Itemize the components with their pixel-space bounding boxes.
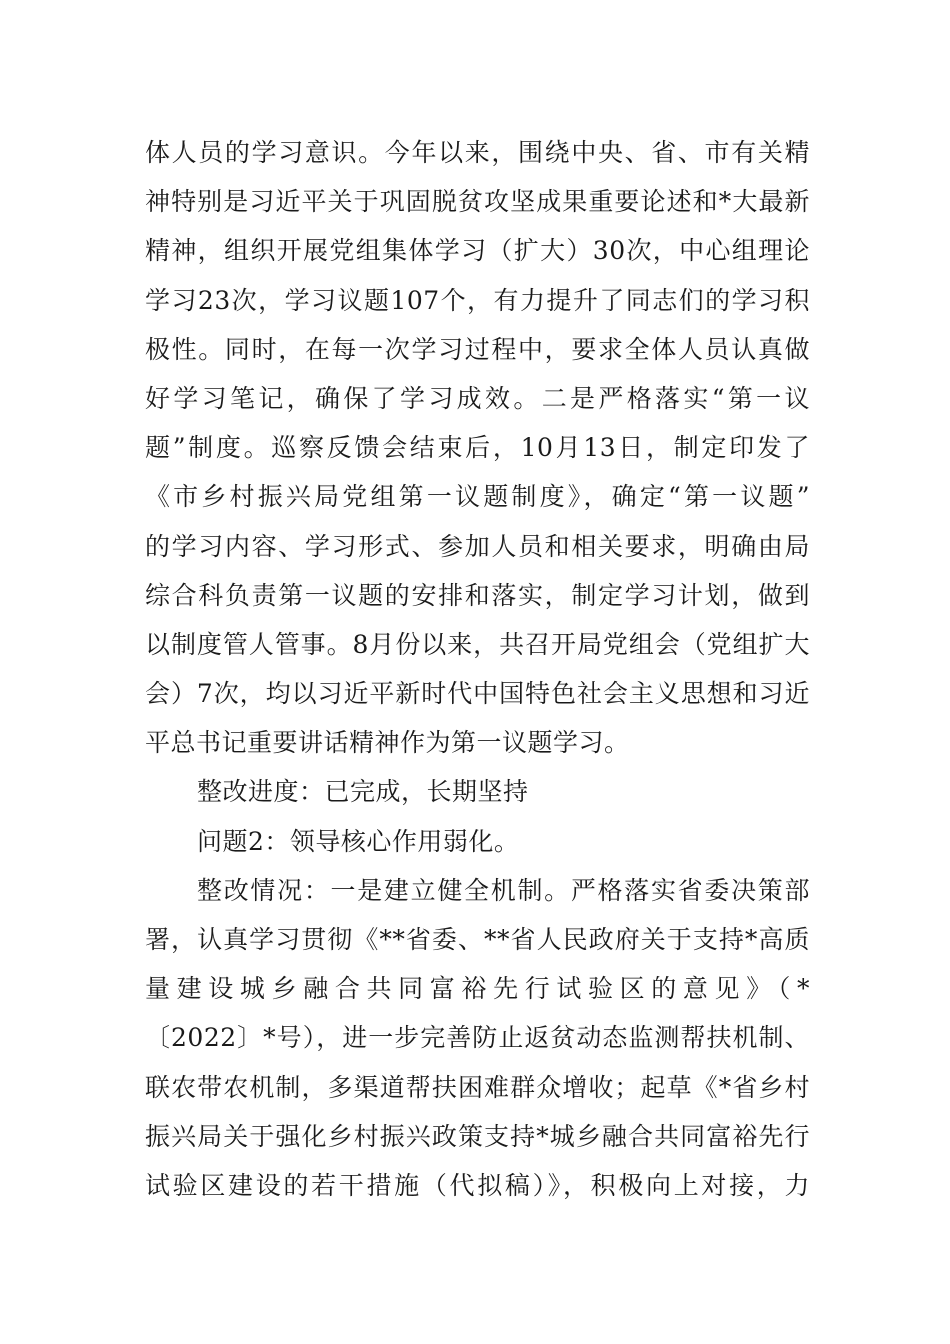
text-line: 平总书记重要讲话精神作为第一议题学习。 bbox=[145, 728, 630, 758]
text-line: 〔2022〕*号），进一步完善防止返贫动态监测帮扶机制、 bbox=[145, 1023, 810, 1053]
progress-line: 整改进度：已完成，长期坚持 bbox=[197, 777, 529, 807]
text-line: 会）7次，均以习近平新时代中国特色社会主义思想和习近 bbox=[145, 679, 810, 709]
text-line: 学习23次，学习议题107个，有力提升了同志们的学习积 bbox=[145, 285, 810, 315]
text-line: 好学习笔记，确保了学习成效。二是严格落实“第一议 bbox=[145, 383, 810, 413]
text-line: 署，认真学习贯彻《**省委、**省人民政府关于支持*高质 bbox=[145, 925, 810, 954]
text-line: 联农带农机制，多渠道帮扶困难群众增收；起草《*省乡村 bbox=[145, 1072, 810, 1102]
text-line: 神特别是习近平关于巩固脱贫攻坚成果重要论述和*大最新 bbox=[145, 187, 810, 217]
text-line: 题”制度。巡察反馈会结束后，10月13日，制定印发了 bbox=[145, 433, 810, 463]
body-text bbox=[145, 128, 810, 1210]
text-line: 以制度管人管事。8月份以来，共召开局党组会（党组扩大 bbox=[145, 629, 810, 659]
text-line: 综合科负责第一议题的安排和落实，制定学习计划，做到 bbox=[145, 580, 810, 610]
text-line: 试验区建设的若干措施（代拟稿）》，积极向上对接，力 bbox=[145, 1170, 810, 1200]
issue-heading: 问题2：领导核心作用弱化。 bbox=[197, 826, 520, 856]
text-line: 整改情况：一是建立健全机制。严格落实省委决策部 bbox=[197, 875, 810, 905]
text-line: 量建设城乡融合共同富裕先行试验区的意见》（* bbox=[145, 974, 810, 1004]
text-line: 《市乡村振兴局党组第一议题制度》，确定“第一议题” bbox=[145, 482, 810, 512]
text-line: 极性。同时，在每一次学习过程中，要求全体人员认真做 bbox=[145, 334, 810, 364]
text-line: 的学习内容、学习形式、参加人员和相关要求，明确由局 bbox=[145, 531, 810, 561]
text-line: 体人员的学习意识。今年以来，围绕中央、省、市有关精 bbox=[145, 138, 810, 167]
text-line: 振兴局关于强化乡村振兴政策支持*城乡融合共同富裕先行 bbox=[145, 1121, 810, 1151]
text-line: 精神，组织开展党组集体学习（扩大）30次，中心组理论 bbox=[145, 236, 810, 266]
